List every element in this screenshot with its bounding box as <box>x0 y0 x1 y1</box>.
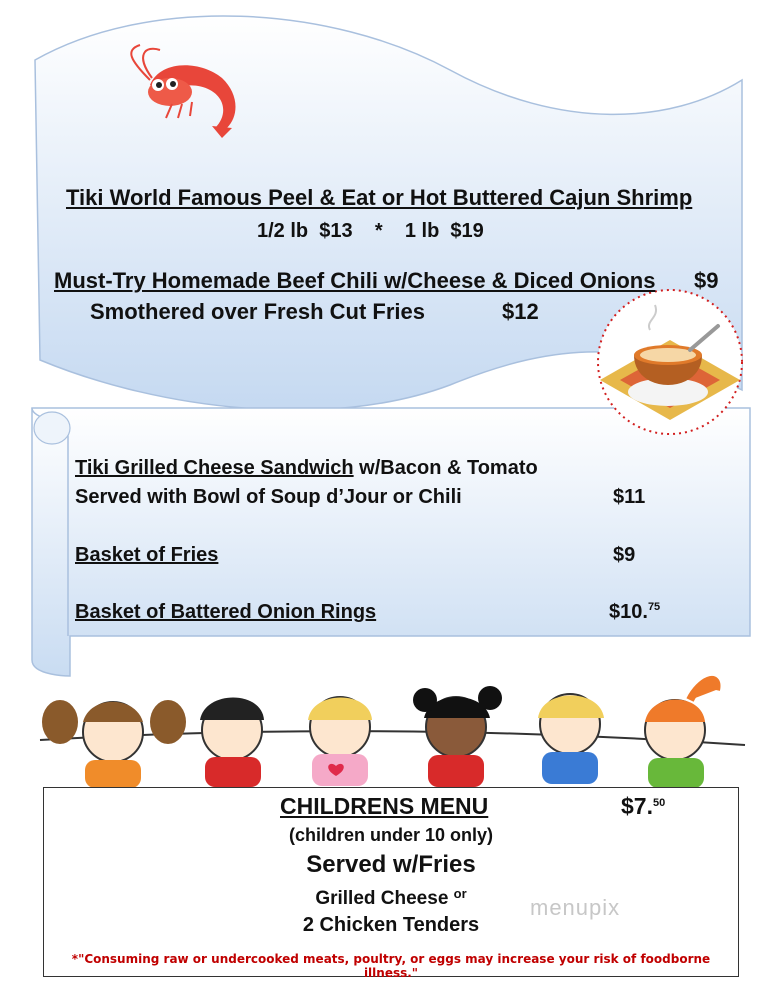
grilled-cheese-extra: w/Bacon & Tomato <box>353 457 538 479</box>
chili-bowl-icon <box>598 290 742 434</box>
childrens-age-note: (children under 10 only) <box>288 825 494 845</box>
childrens-served-note: Served w/Fries <box>306 851 476 878</box>
foodborne-illness-disclaimer: *"Consuming raw or undercooked meats, poultry, or eggs may increase your risk of foodborne illness." <box>71 952 711 980</box>
onion-rings-price: $10.75 <box>609 601 661 623</box>
childrens-menu-price: $7.50 <box>621 793 666 819</box>
fries-basket-price: $9 <box>613 544 636 566</box>
kids-illustration <box>40 680 745 788</box>
grilled-cheese-served: Served with Bowl of Soup d’Jour or Chili <box>75 486 462 508</box>
childrens-option-1: Grilled Cheese $^{or}$ <box>315 886 467 909</box>
chili-item-price: $9 <box>694 268 719 293</box>
grilled-cheese-name: Tiki Grilled Cheese Sandwich <box>75 457 354 479</box>
scroll-banner <box>32 408 750 676</box>
onion-rings-name: Basket of Battered Onion Rings <box>75 601 377 623</box>
chili-item-title: Must-Try Homemade Beef Chili w/Cheese & Diced Onions <box>54 268 656 293</box>
chili-fries-line: Smothered over Fresh Cut Fries <box>90 299 425 324</box>
fries-basket-name: Basket of Fries <box>75 544 219 566</box>
childrens-option-2: 2 Chicken Tenders <box>302 914 480 936</box>
grilled-cheese-line <box>75 457 538 480</box>
watermark: menupix <box>530 895 621 920</box>
grilled-cheese-price: $11 <box>613 486 646 508</box>
chili-fries-price: $12 <box>502 299 539 324</box>
shrimp-item-prices: 1/2 lb $13 * 1 lb $19 <box>257 220 484 242</box>
shrimp-item-title: Tiki World Famous Peel & Eat or Hot Buttered Cajun Shrimp <box>66 185 693 210</box>
childrens-menu-title: CHILDRENS MENU <box>280 793 489 819</box>
